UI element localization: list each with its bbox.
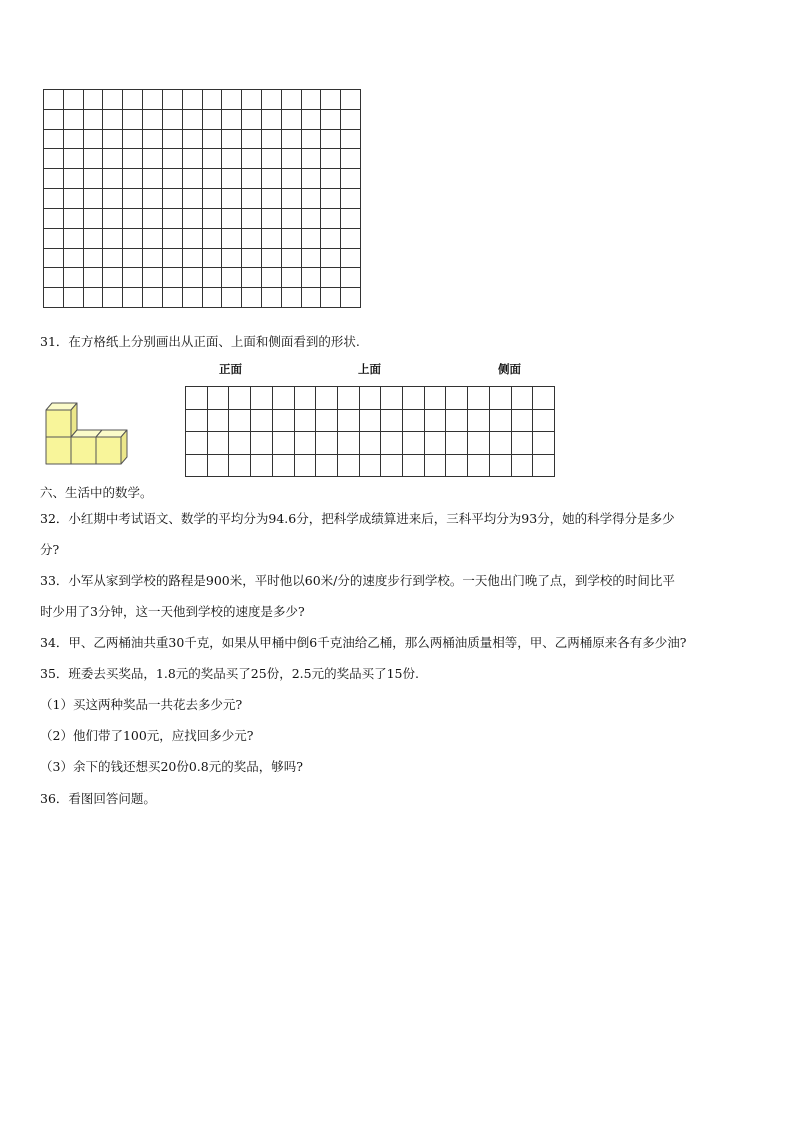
grid-cell bbox=[143, 248, 163, 268]
grid-cell bbox=[222, 208, 242, 228]
grid-cell bbox=[202, 288, 222, 308]
grid-cell bbox=[123, 189, 143, 209]
grid-cell bbox=[468, 409, 490, 432]
grid-cell bbox=[261, 288, 281, 308]
grid-cell bbox=[83, 90, 103, 110]
grid-cell bbox=[202, 129, 222, 149]
grid-cell bbox=[489, 454, 511, 477]
grid-cell bbox=[229, 454, 251, 477]
grid-cell bbox=[182, 208, 202, 228]
grid-cell bbox=[281, 228, 301, 248]
grid-row bbox=[44, 90, 361, 110]
view-label-side: 侧面 bbox=[498, 362, 521, 376]
grid-cell bbox=[44, 169, 64, 189]
grid-cell bbox=[251, 387, 273, 410]
grid-cell bbox=[162, 208, 182, 228]
grid-cell bbox=[202, 248, 222, 268]
grid-cell bbox=[242, 169, 262, 189]
grid-cell bbox=[202, 208, 222, 228]
grid-cell bbox=[44, 129, 64, 149]
grid-cell bbox=[182, 189, 202, 209]
grid-cell bbox=[229, 387, 251, 410]
grid-cell bbox=[337, 409, 359, 432]
grid-cell bbox=[182, 129, 202, 149]
grid-cell bbox=[83, 129, 103, 149]
grid-cell bbox=[337, 454, 359, 477]
grid-cell bbox=[341, 169, 361, 189]
grid-row bbox=[44, 208, 361, 228]
grid-cell bbox=[44, 208, 64, 228]
grid-cell bbox=[202, 189, 222, 209]
grid-cell bbox=[83, 248, 103, 268]
grid-cell bbox=[251, 432, 273, 455]
grid-cell bbox=[511, 454, 533, 477]
grid-cell bbox=[511, 409, 533, 432]
grid-cell bbox=[341, 228, 361, 248]
grid-cell bbox=[182, 109, 202, 129]
grid-cell bbox=[229, 432, 251, 455]
grid-cell bbox=[301, 109, 321, 129]
question-33-line-2: 时少用了3分钟，这一天他到学校的速度是多少? bbox=[40, 604, 305, 619]
grid-cell bbox=[251, 454, 273, 477]
grid-cell bbox=[143, 268, 163, 288]
grid-cell bbox=[44, 149, 64, 169]
question-31: 31．在方格纸上分别画出从正面、上面和侧面看到的形状. bbox=[40, 334, 360, 349]
grid-cell bbox=[341, 149, 361, 169]
grid-row bbox=[44, 149, 361, 169]
grid-cell bbox=[207, 432, 229, 455]
grid-cell bbox=[272, 387, 294, 410]
grid-cell bbox=[468, 454, 490, 477]
question-35-sub-2: （2）他们带了100元，应找回多少元? bbox=[40, 728, 254, 743]
cube-stack-figure bbox=[44, 401, 136, 467]
grid-cell bbox=[446, 387, 468, 410]
grid-cell bbox=[162, 109, 182, 129]
question-35-sub-3: （3）余下的钱还想买20份0.8元的奖品，够吗? bbox=[40, 759, 303, 774]
grid-cell bbox=[489, 432, 511, 455]
view-label-front: 正面 bbox=[219, 362, 242, 376]
grid-cell bbox=[103, 129, 123, 149]
grid-cell bbox=[182, 248, 202, 268]
grid-cell bbox=[261, 129, 281, 149]
grid-cell bbox=[359, 454, 381, 477]
grid-cell bbox=[242, 149, 262, 169]
grid-cell bbox=[359, 409, 381, 432]
grid-row bbox=[44, 189, 361, 209]
grid-cell bbox=[359, 432, 381, 455]
grid-row bbox=[44, 288, 361, 308]
grid-cell bbox=[261, 149, 281, 169]
grid-cell bbox=[468, 387, 490, 410]
grid-cell bbox=[403, 387, 425, 410]
grid-cell bbox=[424, 387, 446, 410]
grid-cell bbox=[261, 189, 281, 209]
grid-cell bbox=[123, 268, 143, 288]
grid-cell bbox=[321, 228, 341, 248]
grid-cell bbox=[123, 169, 143, 189]
grid-cell bbox=[341, 248, 361, 268]
grid-cell bbox=[103, 109, 123, 129]
grid-cell bbox=[261, 248, 281, 268]
grid-cell bbox=[162, 268, 182, 288]
grid-cell bbox=[281, 208, 301, 228]
grid-row bbox=[44, 228, 361, 248]
grid-cell bbox=[424, 409, 446, 432]
grid-cell bbox=[251, 409, 273, 432]
cube-front-face bbox=[46, 437, 71, 464]
grid-cell bbox=[242, 288, 262, 308]
grid-cell bbox=[301, 288, 321, 308]
grid-cell bbox=[403, 454, 425, 477]
grid-cell bbox=[103, 189, 123, 209]
grid-cell bbox=[207, 387, 229, 410]
grid-cell bbox=[162, 149, 182, 169]
grid-cell bbox=[316, 454, 338, 477]
grid-cell bbox=[321, 208, 341, 228]
grid-cell bbox=[446, 409, 468, 432]
grid-cell bbox=[182, 288, 202, 308]
grid-cell bbox=[242, 268, 262, 288]
question-36: 36．看图回答问题。 bbox=[40, 791, 156, 806]
grid-cell bbox=[207, 409, 229, 432]
grid-cell bbox=[186, 432, 208, 455]
grid-cell bbox=[468, 432, 490, 455]
grid-cell bbox=[143, 208, 163, 228]
grid-cell bbox=[44, 228, 64, 248]
grid-cell bbox=[202, 268, 222, 288]
grid-cell bbox=[341, 109, 361, 129]
grid-cell bbox=[381, 432, 403, 455]
grid-cell bbox=[489, 409, 511, 432]
grid-cell bbox=[63, 109, 83, 129]
grid-cell bbox=[63, 208, 83, 228]
grid-cell bbox=[83, 149, 103, 169]
grid-cell bbox=[294, 432, 316, 455]
grid-cell bbox=[162, 169, 182, 189]
grid-row bbox=[186, 387, 555, 410]
grid-row bbox=[44, 129, 361, 149]
grid-cell bbox=[103, 268, 123, 288]
grid-cell bbox=[143, 189, 163, 209]
question-32-line-1: 32．小红期中考试语文、数学的平均分为94.6分，把科学成绩算进来后，三科平均分为93分，她的科学得分是多少 bbox=[40, 511, 675, 526]
grid-cell bbox=[321, 248, 341, 268]
grid-cell bbox=[63, 90, 83, 110]
grid-cell bbox=[321, 149, 341, 169]
grid-cell bbox=[182, 169, 202, 189]
grid-cell bbox=[222, 129, 242, 149]
grid-cell bbox=[381, 409, 403, 432]
grid-cell bbox=[123, 149, 143, 169]
grid-cell bbox=[222, 248, 242, 268]
grid-cell bbox=[301, 268, 321, 288]
grid-cell bbox=[143, 169, 163, 189]
grid-cell bbox=[316, 387, 338, 410]
grid-cell bbox=[222, 268, 242, 288]
grid-cell bbox=[341, 208, 361, 228]
grid-cell bbox=[403, 409, 425, 432]
grid-cell bbox=[242, 189, 262, 209]
grid-cell bbox=[63, 288, 83, 308]
grid-cell bbox=[533, 454, 555, 477]
grid-cell bbox=[242, 129, 262, 149]
grid-cell bbox=[242, 90, 262, 110]
grid-cell bbox=[301, 129, 321, 149]
grid-cell bbox=[229, 409, 251, 432]
section-6-title: 六、生活中的数学。 bbox=[40, 485, 153, 500]
grid-cell bbox=[162, 248, 182, 268]
grid-cell bbox=[381, 387, 403, 410]
grid-cell bbox=[316, 432, 338, 455]
grid-cell bbox=[162, 228, 182, 248]
grid-cell bbox=[207, 454, 229, 477]
grid-cell bbox=[123, 208, 143, 228]
grid-cell bbox=[186, 387, 208, 410]
grid-cell bbox=[63, 228, 83, 248]
grid-row bbox=[186, 409, 555, 432]
grid-cell bbox=[272, 454, 294, 477]
grid-cell bbox=[533, 432, 555, 455]
grid-cell bbox=[281, 109, 301, 129]
grid-cell bbox=[182, 268, 202, 288]
grid-cell bbox=[123, 228, 143, 248]
grid-cell bbox=[424, 432, 446, 455]
grid-cell bbox=[123, 129, 143, 149]
grid-cell bbox=[294, 409, 316, 432]
grid-cell bbox=[103, 169, 123, 189]
grid-cell bbox=[222, 189, 242, 209]
grid-cell bbox=[301, 228, 321, 248]
grid-cell bbox=[261, 109, 281, 129]
grid-cell bbox=[446, 454, 468, 477]
grid-cell bbox=[341, 189, 361, 209]
grid-cell bbox=[83, 109, 103, 129]
grid-cell bbox=[341, 288, 361, 308]
grid-cell bbox=[63, 149, 83, 169]
grid-cell bbox=[281, 288, 301, 308]
grid-cell bbox=[489, 387, 511, 410]
grid-cell bbox=[424, 454, 446, 477]
grid-cell bbox=[337, 387, 359, 410]
question-35: 35．班委去买奖品，1.8元的奖品买了25份，2.5元的奖品买了15份. bbox=[40, 666, 419, 681]
grid-cell bbox=[242, 208, 262, 228]
grid-cell bbox=[533, 387, 555, 410]
grid-cell bbox=[321, 288, 341, 308]
graph-paper-grid-views bbox=[185, 386, 555, 477]
grid-row bbox=[44, 169, 361, 189]
grid-cell bbox=[281, 268, 301, 288]
grid-cell bbox=[202, 90, 222, 110]
grid-cell bbox=[301, 189, 321, 209]
grid-cell bbox=[403, 432, 425, 455]
grid-cell bbox=[63, 189, 83, 209]
graph-paper-grid-top bbox=[43, 89, 361, 308]
grid-cell bbox=[162, 90, 182, 110]
grid-cell bbox=[123, 109, 143, 129]
grid-cell bbox=[341, 268, 361, 288]
grid-cell bbox=[261, 208, 281, 228]
grid-cell bbox=[182, 228, 202, 248]
grid-cell bbox=[44, 288, 64, 308]
grid-cell bbox=[321, 109, 341, 129]
grid-cell bbox=[321, 169, 341, 189]
grid-cell bbox=[103, 208, 123, 228]
grid-cell bbox=[222, 228, 242, 248]
grid-cell bbox=[242, 228, 262, 248]
question-32-line-2: 分? bbox=[40, 542, 60, 557]
grid-cell bbox=[341, 129, 361, 149]
view-label-top: 上面 bbox=[358, 362, 381, 376]
grid-cell bbox=[143, 109, 163, 129]
question-33-line-1: 33．小军从家到学校的路程是900米，平时他以60米/分的速度步行到学校。一天他出门晚了点，到学校的时间比平 bbox=[40, 573, 675, 588]
grid-cell bbox=[162, 189, 182, 209]
grid-cell bbox=[446, 432, 468, 455]
grid-cell bbox=[143, 288, 163, 308]
grid-cell bbox=[511, 432, 533, 455]
grid-cell bbox=[143, 90, 163, 110]
grid-cell bbox=[272, 432, 294, 455]
grid-cell bbox=[63, 169, 83, 189]
grid-cell bbox=[301, 149, 321, 169]
grid-row bbox=[186, 454, 555, 477]
grid-cell bbox=[341, 90, 361, 110]
grid-cell bbox=[321, 189, 341, 209]
grid-cell bbox=[281, 90, 301, 110]
grid-cell bbox=[143, 228, 163, 248]
grid-cell bbox=[281, 169, 301, 189]
grid-cell bbox=[202, 109, 222, 129]
grid-cell bbox=[44, 268, 64, 288]
grid-cell bbox=[202, 169, 222, 189]
grid-cell bbox=[294, 387, 316, 410]
grid-cell bbox=[222, 288, 242, 308]
grid-cell bbox=[261, 90, 281, 110]
grid-cell bbox=[202, 228, 222, 248]
grid-cell bbox=[511, 387, 533, 410]
grid-cell bbox=[83, 268, 103, 288]
grid-cell bbox=[261, 169, 281, 189]
grid-row bbox=[44, 268, 361, 288]
grid-cell bbox=[222, 169, 242, 189]
grid-cell bbox=[83, 208, 103, 228]
grid-cell bbox=[222, 109, 242, 129]
grid-cell bbox=[103, 228, 123, 248]
grid-cell bbox=[83, 189, 103, 209]
question-35-sub-1: （1）买这两种奖品一共花去多少元? bbox=[40, 697, 243, 712]
grid-cell bbox=[186, 454, 208, 477]
cube-front-face bbox=[71, 437, 96, 464]
grid-cell bbox=[272, 409, 294, 432]
grid-cell bbox=[83, 288, 103, 308]
grid-cell bbox=[321, 268, 341, 288]
question-34: 34．甲、乙两桶油共重30千克，如果从甲桶中倒6千克油给乙桶，那么两桶油质量相等，甲、乙两桶原来各有多少油? bbox=[40, 635, 687, 650]
grid-cell bbox=[533, 409, 555, 432]
cube-front-face bbox=[96, 437, 121, 464]
grid-cell bbox=[63, 129, 83, 149]
grid-cell bbox=[321, 90, 341, 110]
grid-cell bbox=[321, 129, 341, 149]
grid-cell bbox=[162, 288, 182, 308]
grid-cell bbox=[44, 248, 64, 268]
grid-cell bbox=[316, 409, 338, 432]
grid-cell bbox=[202, 149, 222, 169]
grid-row bbox=[44, 248, 361, 268]
grid-cell bbox=[44, 90, 64, 110]
grid-cell bbox=[337, 432, 359, 455]
grid-cell bbox=[103, 248, 123, 268]
grid-cell bbox=[44, 109, 64, 129]
grid-cell bbox=[103, 288, 123, 308]
grid-cell bbox=[186, 409, 208, 432]
grid-cell bbox=[103, 149, 123, 169]
grid-cell bbox=[182, 149, 202, 169]
grid-cell bbox=[162, 129, 182, 149]
grid-cell bbox=[301, 208, 321, 228]
grid-cell bbox=[123, 90, 143, 110]
grid-row bbox=[44, 109, 361, 129]
grid-cell bbox=[44, 189, 64, 209]
grid-cell bbox=[83, 169, 103, 189]
grid-cell bbox=[63, 248, 83, 268]
grid-cell bbox=[222, 90, 242, 110]
grid-cell bbox=[242, 248, 262, 268]
grid-cell bbox=[103, 90, 123, 110]
grid-cell bbox=[301, 90, 321, 110]
grid-cell bbox=[63, 268, 83, 288]
grid-cell bbox=[143, 149, 163, 169]
grid-cell bbox=[83, 228, 103, 248]
grid-cell bbox=[359, 387, 381, 410]
grid-cell bbox=[222, 149, 242, 169]
grid-cell bbox=[281, 248, 301, 268]
grid-cell bbox=[294, 454, 316, 477]
grid-cell bbox=[261, 228, 281, 248]
grid-cell bbox=[123, 288, 143, 308]
grid-cell bbox=[381, 454, 403, 477]
cube-front-face bbox=[46, 410, 71, 437]
grid-cell bbox=[281, 149, 301, 169]
grid-cell bbox=[143, 129, 163, 149]
grid-cell bbox=[123, 248, 143, 268]
grid-cell bbox=[242, 109, 262, 129]
grid-row bbox=[186, 432, 555, 455]
grid-cell bbox=[281, 129, 301, 149]
grid-cell bbox=[261, 268, 281, 288]
grid-cell bbox=[301, 169, 321, 189]
grid-cell bbox=[301, 248, 321, 268]
grid-cell bbox=[182, 90, 202, 110]
grid-cell bbox=[281, 189, 301, 209]
